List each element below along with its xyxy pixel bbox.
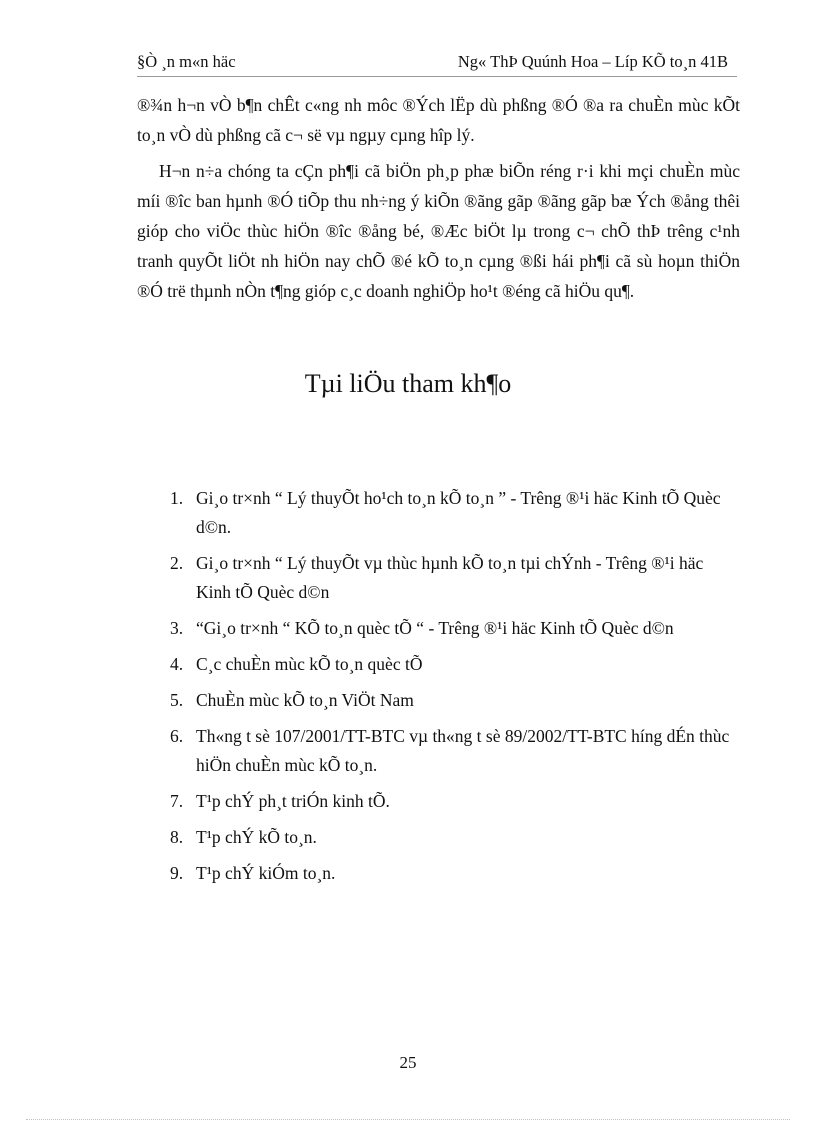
reference-item bbox=[170, 787, 742, 816]
reference-number: 2. bbox=[170, 553, 184, 573]
reference-item bbox=[170, 686, 742, 715]
header-left-title: §Ò ¸n m«n häc bbox=[137, 52, 236, 71]
reference-number: 4. bbox=[170, 654, 184, 674]
reference-number: 6. bbox=[170, 726, 184, 746]
reference-item bbox=[170, 722, 742, 780]
reference-number: 7. bbox=[170, 791, 184, 811]
reference-text: ChuÈn mùc kÕ to¸n ViÖt Nam bbox=[196, 690, 414, 710]
body-paragraph-1: ®¾n h¬n vÒ b¶n chÊt c«ng nh môc ®Ých lËp dù phßng ®Ó ®a ra chuÈn mùc kÕt to¸n vÒ dù phßng cã c¬ së vµ ngµy cµng hîp lý. bbox=[137, 95, 740, 145]
reference-text: “Gi¸o tr×nh “ KÕ to¸n quèc tÕ “ - Trêng ®¹i häc Kinh tÕ Quèc d©n bbox=[196, 618, 674, 638]
reference-item bbox=[170, 650, 742, 679]
body-paragraph-2: H¬n n÷a chóng ta cÇn ph¶i cã biÖn ph¸p phæ biÕn réng r·i khi mçi chuÈn mùc míi ®îc ban hµnh ®Ó tiÕp thu nh÷ng ý kiÕn ®ãng gãp ®ãng gãp bæ Ých ®ång thêi gióp cho viÖc thùc hiÖn ®îc ®ång bé, ®Æc biÖt lµ trong c¬ chÕ thÞ trêng c¹nh tranh quyÕt liÖt nh hiÖn nay chÕ ®é kÕ to¸n cµng ®ßi hái ph¶i cã sù hoµn thiÖn ®Ó trë thµnh nÒn t¶ng gióp c¸c doanh nghiÖp ho¹t ®éng cã hiÖu qu¶. bbox=[137, 161, 740, 301]
page-bottom-divider bbox=[26, 1119, 790, 1120]
reference-item bbox=[170, 614, 742, 643]
reference-number: 3. bbox=[170, 618, 184, 638]
reference-item bbox=[170, 823, 742, 852]
reference-text: T¹p chÝ ph¸t triÓn kinh tÕ. bbox=[196, 791, 390, 811]
references-heading: Tµi liÖu tham kh¶o bbox=[304, 369, 512, 398]
reference-item bbox=[170, 484, 742, 542]
reference-number: 8. bbox=[170, 827, 184, 847]
reference-text: Th«ng t sè 107/2001/TT-BTC vµ th«ng t sè 89/2002/TT-BTC híng dÉn thùc hiÖn chuÈn mùc kÕ to¸n. bbox=[196, 726, 730, 775]
reference-item bbox=[170, 859, 742, 888]
reference-text: C¸c chuÈn mùc kÕ to¸n quèc tÕ bbox=[196, 654, 423, 674]
header-right-author: Ng« ThÞ Quúnh Hoa – Líp KÕ to¸n 41B bbox=[457, 52, 728, 71]
reference-text: T¹p chÝ kiÓm to¸n. bbox=[196, 863, 336, 883]
reference-text: T¹p chÝ kÕ to¸n. bbox=[196, 827, 317, 847]
references-list bbox=[170, 484, 742, 895]
reference-number: 5. bbox=[170, 690, 184, 710]
page-number: 25 bbox=[399, 1053, 417, 1072]
page-header bbox=[137, 50, 737, 77]
reference-number: 1. bbox=[170, 488, 184, 508]
reference-text: Gi¸o tr×nh “ Lý thuyÕt vµ thùc hµnh kÕ to¸n tµi chÝnh - Trêng ®¹i häc Kinh tÕ Quèc d©n bbox=[196, 553, 704, 602]
reference-text: Gi¸o tr×nh “ Lý thuyÕt ho¹ch to¸n kÕ to¸n ” - Trêng ®¹i häc Kinh tÕ Quèc d©n. bbox=[196, 488, 721, 537]
reference-item bbox=[170, 549, 742, 607]
reference-number: 9. bbox=[170, 863, 184, 883]
